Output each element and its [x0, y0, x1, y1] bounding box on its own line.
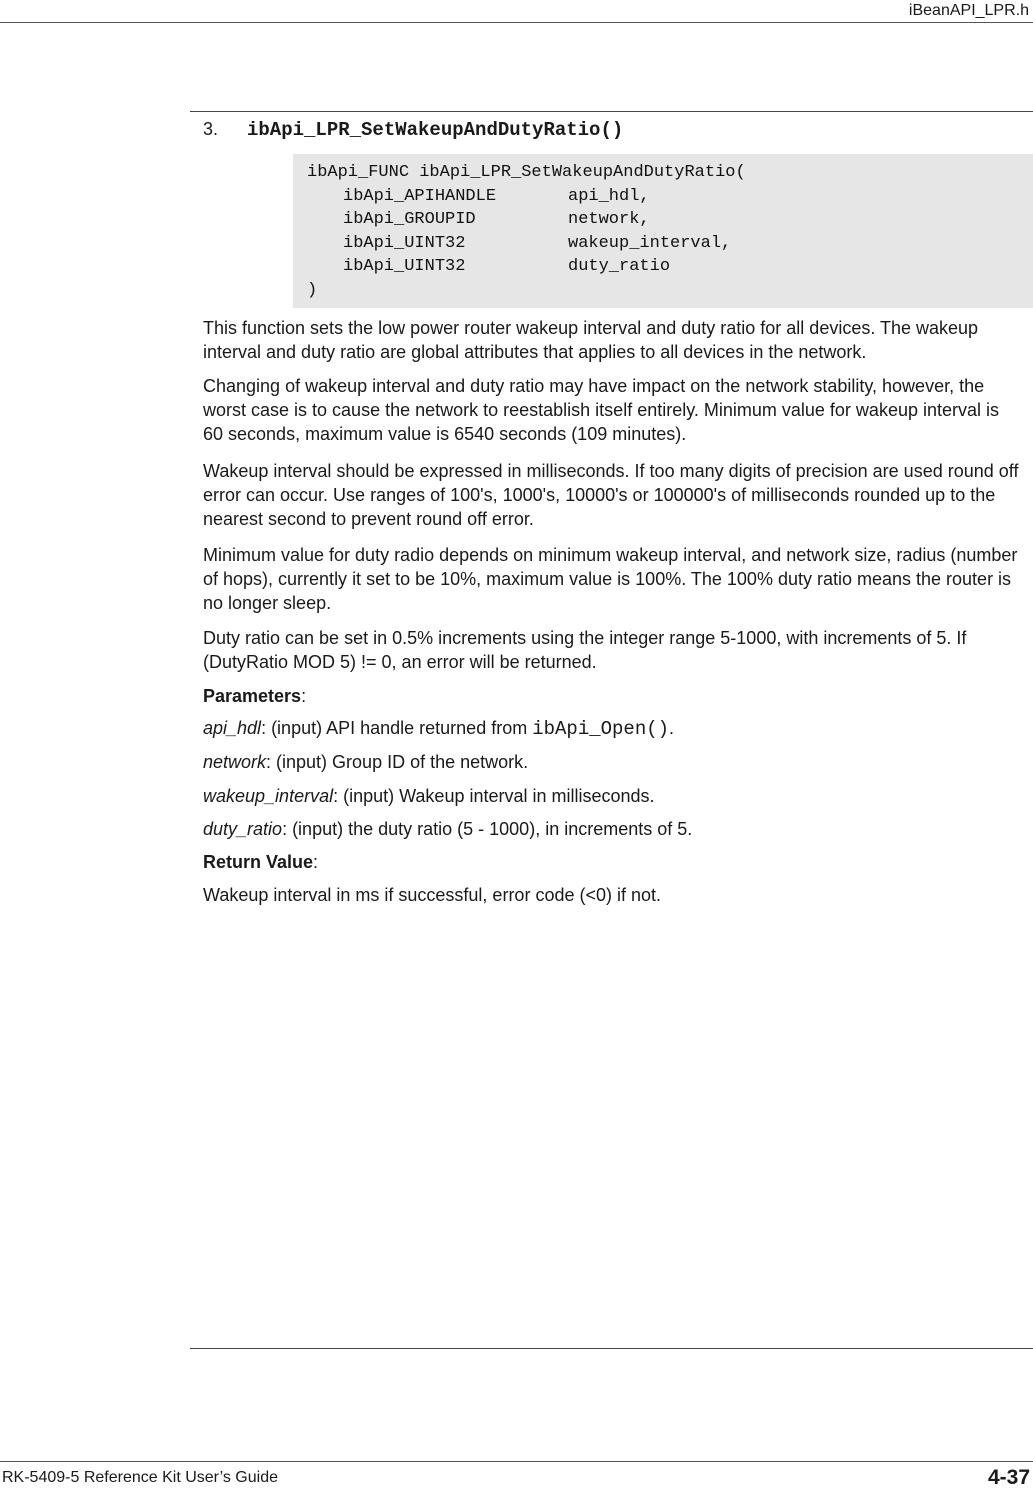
inline-code: ibApi_Open()	[532, 718, 670, 740]
paragraph-duty-minimum: Minimum value for duty radio depends on minimum wakeup interval, and network size, radius (number of hops), currently it set to be 10%, maximum value is 100%. The 100% duty ratio means the router is no longer sleep.	[203, 545, 1018, 613]
section-divider-top	[190, 111, 1033, 112]
footer-divider	[0, 1461, 1033, 1462]
param-name: network	[203, 752, 267, 772]
header-divider	[0, 22, 1033, 23]
return-value-text: Wakeup interval in ms if successful, error code (<0) if not.	[203, 885, 662, 905]
section-number: 3.	[203, 119, 219, 139]
section-heading	[203, 119, 623, 141]
param-wakeup-interval: wakeup_interval: (input) Wakeup interval in milliseconds.	[203, 786, 655, 806]
guide-title: RK-5409-5 Reference Kit User’s Guide	[2, 1469, 278, 1486]
paragraph-description: This function sets the low power router wakeup interval and duty ratio for all devices. The wakeup interval and duty ratio are global attributes that applies to all devices in the network.	[203, 318, 979, 362]
running-header: iBeanAPI_LPR.h	[908, 2, 1029, 19]
code-close-line: )	[307, 280, 318, 300]
function-name: ibApi_LPR_SetWakeupAndDutyRatio()	[247, 119, 624, 141]
param-name: wakeup_interval	[203, 786, 334, 806]
paragraph-wakeup-interval: Wakeup interval should be expressed in milliseconds. If too many digits of precision are used round off error can occur. Use ranges of 100's, 1000's, 10000's or 100000's of milliseconds rounded up to the nearest second to prevent round off error.	[203, 461, 1019, 529]
paragraph-stability: Changing of wakeup interval and duty ratio may have impact on the network stability, however, the worst case is to cause the network to reestablish itself entirely. Minimum value for wakeup interval is 60 seconds, maximum value is 6540 seconds (109 minutes).	[203, 376, 999, 444]
code-signature-line: ibApi_FUNC ibApi_LPR_SetWakeupAndDutyRatio(	[307, 163, 746, 182]
parameters-heading: Parameters:	[203, 686, 307, 706]
code-param-line: ibApi_UINT32 duty_ratio	[343, 257, 671, 276]
return-value-heading: Return Value:	[203, 852, 319, 872]
page-number: 4-37	[987, 1466, 1030, 1489]
param-name: api_hdl	[203, 718, 262, 738]
code-block	[293, 154, 1033, 308]
param-network: network: (input) Group ID of the network.	[203, 752, 529, 772]
param-api-hdl: api_hdl: (input) API handle returned from ibApi_Open().	[203, 718, 675, 740]
param-duty-ratio: duty_ratio: (input) the duty ratio (5 - 1000), in increments of 5.	[203, 819, 693, 839]
code-param-line: ibApi_APIHANDLE api_hdl,	[343, 186, 650, 206]
code-param-line: ibApi_GROUPID network,	[343, 210, 650, 229]
code-param-line: ibApi_UINT32 wakeup_interval,	[343, 233, 732, 253]
section-divider-bottom	[190, 1348, 1033, 1349]
param-name: duty_ratio	[203, 819, 283, 839]
paragraph-duty-increments: Duty ratio can be set in 0.5% increments using the integer range 5-1000, with increments of 5. If (DutyRatio MOD 5) != 0, an error will be returned.	[203, 628, 967, 672]
